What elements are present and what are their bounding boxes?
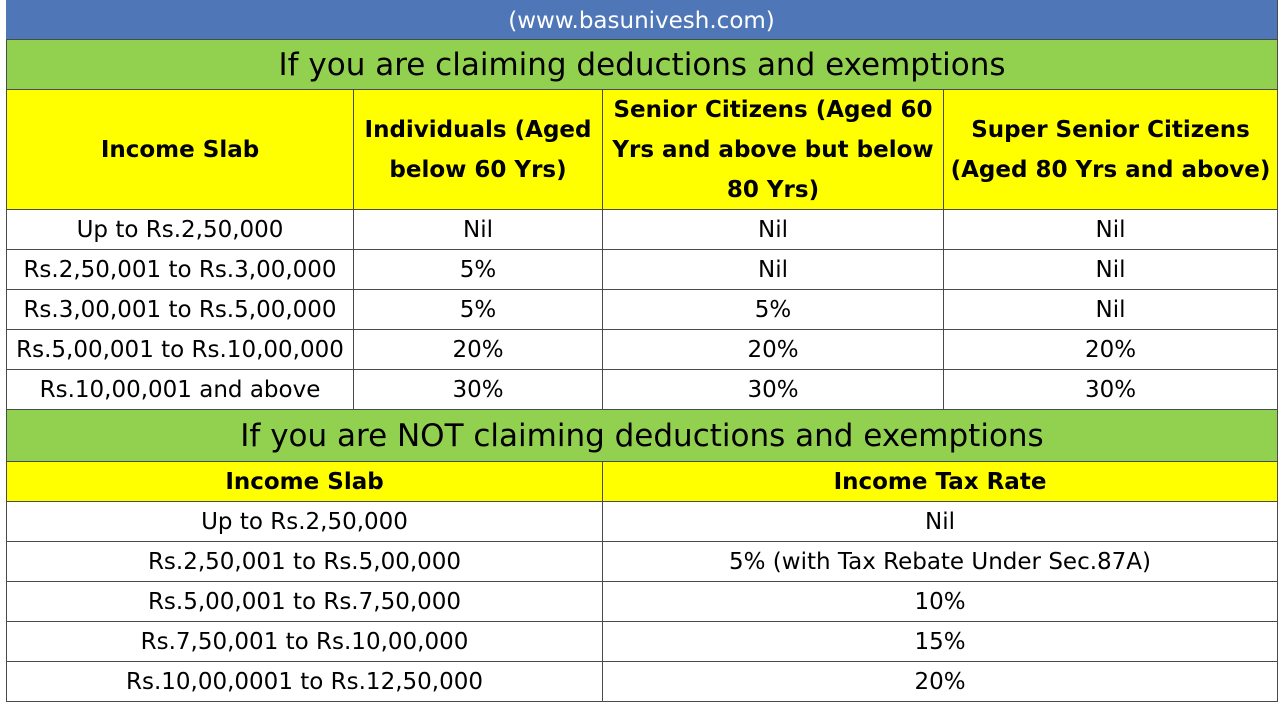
- cell-super-senior: 30%: [944, 370, 1278, 409]
- cell-senior: Nil: [603, 210, 944, 249]
- cell-slab: Up to Rs.2,50,000: [6, 210, 354, 249]
- header-income-slab: Income Slab: [6, 90, 354, 209]
- cell-individuals: 5%: [354, 290, 603, 329]
- source-url: (www.basunivesh.com): [6, 0, 1278, 39]
- table-row: [6, 290, 1278, 330]
- section2-title-row: [6, 410, 1278, 462]
- cell-rate: 5% (with Tax Rebate Under Sec.87A): [603, 542, 1278, 581]
- table-row: [6, 250, 1278, 290]
- section1-header-row: [6, 90, 1278, 210]
- cell-super-senior: 20%: [944, 330, 1278, 369]
- cell-rate: Nil: [603, 502, 1278, 541]
- cell-senior: 30%: [603, 370, 944, 409]
- header-individuals: Individuals (Aged below 60 Yrs): [354, 90, 603, 209]
- cell-slab: Rs.2,50,001 to Rs.3,00,000: [6, 250, 354, 289]
- cell-slab: Rs.2,50,001 to Rs.5,00,000: [6, 542, 603, 581]
- cell-slab: Up to Rs.2,50,000: [6, 502, 603, 541]
- section2-header-row: [6, 462, 1278, 502]
- cell-individuals: Nil: [354, 210, 603, 249]
- cell-super-senior: Nil: [944, 250, 1278, 289]
- cell-senior: Nil: [603, 250, 944, 289]
- cell-slab: Rs.10,00,001 and above: [6, 370, 354, 409]
- section1-title-row: [6, 40, 1278, 90]
- header-income-tax-rate: Income Tax Rate: [603, 462, 1278, 501]
- header-income-slab: Income Slab: [6, 462, 603, 501]
- table-row: [6, 582, 1278, 622]
- cell-rate: 20%: [603, 662, 1278, 701]
- cell-senior: 20%: [603, 330, 944, 369]
- cell-rate: 15%: [603, 622, 1278, 661]
- cell-senior: 5%: [603, 290, 944, 329]
- cell-slab: Rs.7,50,001 to Rs.10,00,000: [6, 622, 603, 661]
- section2-title: If you are NOT claiming deductions and exemptions: [6, 410, 1278, 461]
- table-row: [6, 370, 1278, 410]
- section1-title: If you are claiming deductions and exemptions: [6, 40, 1278, 89]
- cell-slab: Rs.10,00,0001 to Rs.12,50,000: [6, 662, 603, 701]
- source-url-bar: [6, 0, 1278, 40]
- cell-individuals: 30%: [354, 370, 603, 409]
- table-row: [6, 210, 1278, 250]
- table-row: [6, 542, 1278, 582]
- table-row: [6, 622, 1278, 662]
- cell-super-senior: Nil: [944, 210, 1278, 249]
- table-row: [6, 502, 1278, 542]
- header-senior-citizens: Senior Citizens (Aged 60 Yrs and above but below 80 Yrs): [603, 90, 944, 209]
- cell-slab: Rs.5,00,001 to Rs.7,50,000: [6, 582, 603, 621]
- cell-super-senior: Nil: [944, 290, 1278, 329]
- cell-slab: Rs.5,00,001 to Rs.10,00,000: [6, 330, 354, 369]
- header-super-senior-citizens: Super Senior Citizens (Aged 80 Yrs and above): [944, 90, 1278, 209]
- cell-individuals: 5%: [354, 250, 603, 289]
- table-row: [6, 662, 1278, 702]
- cell-rate: 10%: [603, 582, 1278, 621]
- cell-individuals: 20%: [354, 330, 603, 369]
- table-row: [6, 330, 1278, 370]
- cell-slab: Rs.3,00,001 to Rs.5,00,000: [6, 290, 354, 329]
- tax-slab-sheet: [6, 0, 1278, 702]
